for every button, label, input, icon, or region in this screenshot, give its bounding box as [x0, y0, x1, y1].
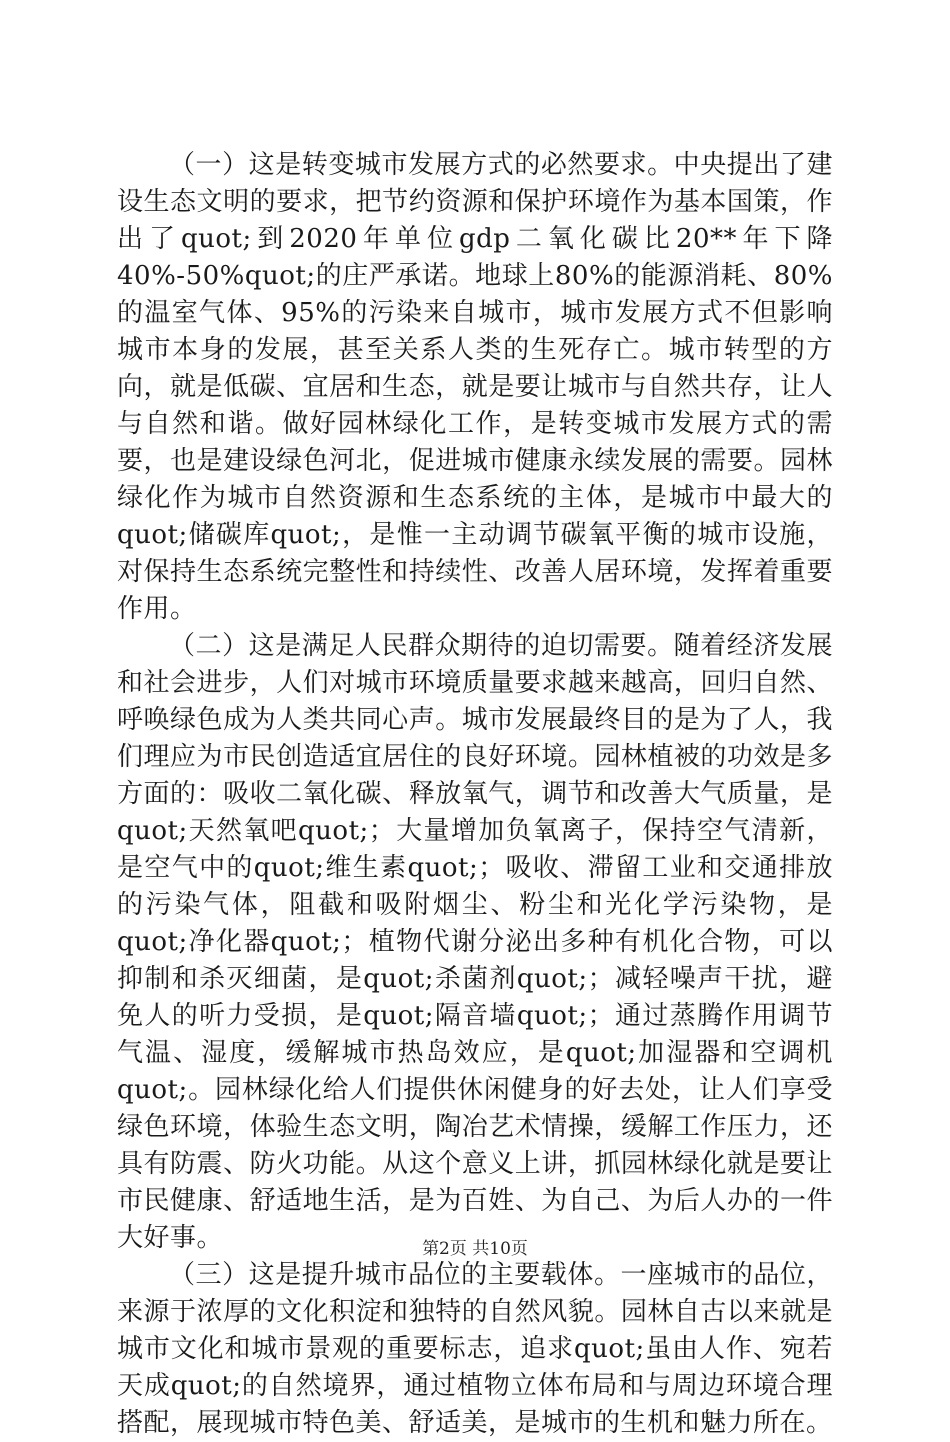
paragraph-2: （二）这是满足人民群众期待的迫切需要。随着经济发展和社会进步，人们对城市环境质量要求越来越高，回归自然、呼唤绿色成为人类共同心声。城市发展最终目的是为了人，我们理应为市民创造适宜居住的良好环境。园林植被的功效是多方面的：吸收二氧化碳、释放氧气，调节和改善大气质量，是quot;天然氧吧quot;；大量增加负氧离子，保持空气清新，是空气中的quot;维生素quot;；吸收、滞留工业和交通排放的污染气体，阻截和吸附烟尘、粉尘和光化学污染物，是quot;净化器quot;；植物代谢分泌出多种有机化合物，可以抑制和杀灭细菌，是quot;杀菌剂quot;；减轻噪声干扰，避免人的听力受损，是quot;隔音墙quot;；通过蒸腾作用调节气温、湿度，缓解城市热岛效应，是quot;加湿器和空调机quot;。园林绿化给人们提供休闲健身的好去处，让人们享受绿色环境，体验生态文明，陶冶艺术情操，缓解工作压力，还具有防震、防火功能。从这个意义上讲，抓园林绿化就是要让市民健康、舒适地生活，是为百姓、为自己、为后人办的一件大好事。 — [117, 631, 833, 1253]
paragraph-1: （一）这是转变城市发展方式的必然要求。中央提出了建设生态文明的要求，把节约资源和保护环境作为基本国策，作出了quot;到2020年单位gdp二氧化碳比20**年下降40%-50%quot;的庄严承诺。地球上80%的能源消耗、80%的温室气体、95%的污染来自城市，城市发展方式不但影响城市本身的发展，甚至关系人类的生死存亡。城市转型的方向，就是低碳、宜居和生态，就是要让城市与自然共存，让人与自然和谐。做好园林绿化工作，是转变城市发展方式的需要，也是建设绿色河北，促进城市健康永续发展的需要。园林绿化作为城市自然资源和生态系统的主体，是城市中最大的quot;储碳库quot;，是惟一主动调节碳氧平衡的城市设施，对保持生态系统完整性和持续性、改善人居环境，发挥着重要作用。 — [117, 150, 833, 624]
page-footer: 第2页 共10页 — [422, 1239, 528, 1259]
paragraph-3: （三）这是提升城市品位的主要载体。一座城市的品位，来源于浓厚的文化积淀和独特的自然风貌。园林自古以来就是城市文化和城市景观的重要标志，追求quot;虽由人作、宛若天成quot;的自然境界，通过植物立体布局和与周边环境合理搭配，展现城市特色美、舒适美，是城市的生机和魅力所在。 — [117, 1260, 833, 1438]
